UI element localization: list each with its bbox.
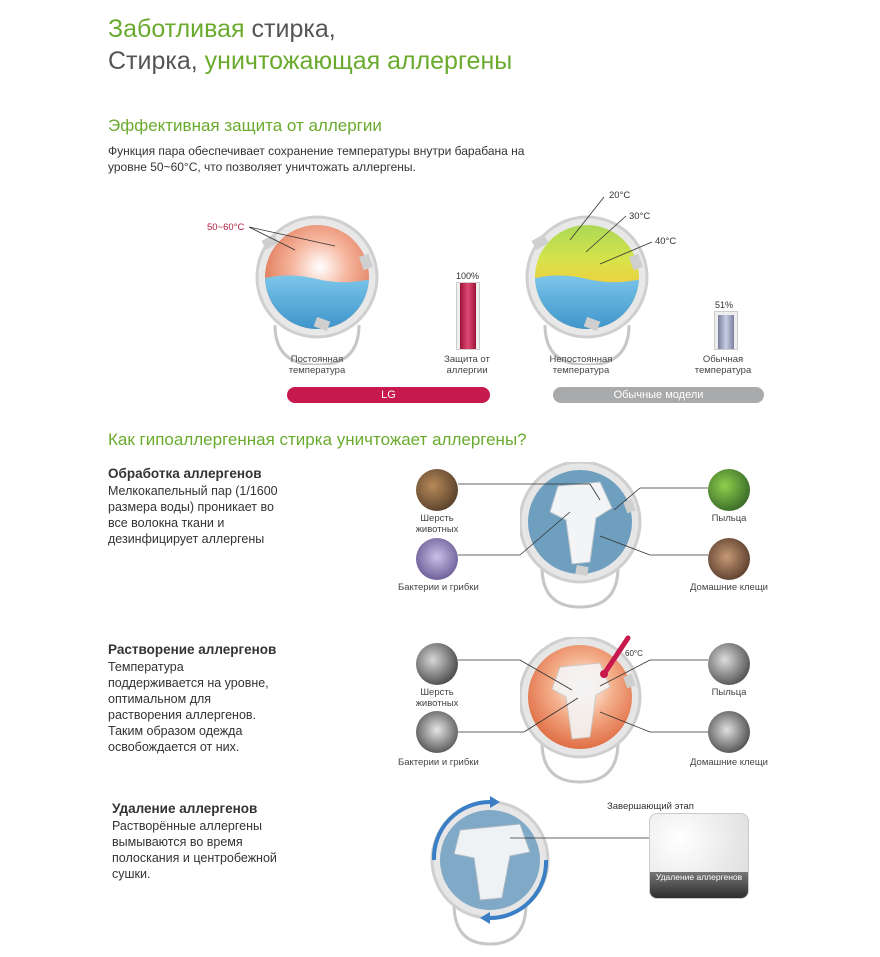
step2-pollen-label: Пыльца <box>711 687 747 698</box>
dust-mites-thumbnail <box>708 538 750 580</box>
step3-title: Удаление аллергенов <box>112 801 258 816</box>
step2-fur-label: Шерсть животных <box>415 687 459 709</box>
bacteria-thumbnail <box>416 538 458 580</box>
step2-description: Температура поддерживается на уровне, оптимальном для растворения аллергенов. Таким образом одежда освобождается от них. <box>108 660 269 754</box>
section1-title: Эффективная защита от аллергии <box>108 116 382 135</box>
lg-drum-caption: Постоянная температура <box>288 354 346 376</box>
section1-description: Функция пара обеспечивает сохранение температуры внутри барабана на уровне 50~60°C, что позволяет уничтожать аллергены. <box>108 144 525 174</box>
lg-allergy-bar <box>456 282 480 350</box>
step2-temperature: 60°C <box>625 649 643 658</box>
step2-bacteria-label: Бактерии и грибки <box>398 757 479 768</box>
step3-description: Растворённые аллергены вымываются во время полоскания и центробежной сушки. <box>112 819 277 881</box>
pet-fur-thumbnail-bw <box>416 643 458 685</box>
standard-temperature-pointers <box>560 192 660 272</box>
standard-bar-value: 51% <box>715 300 734 310</box>
pollen-thumbnail <box>708 469 750 511</box>
step1-bacteria-label: Бактерии и грибки <box>398 582 479 593</box>
step2-mites-label: Домашние клещи <box>690 757 768 768</box>
lg-bar-caption: Защита от аллергии <box>444 354 490 376</box>
lg-temperature-label: 50~60°C <box>207 222 245 233</box>
step1-pollen-label: Пыльца <box>711 513 747 524</box>
step3-final-stage-label: Завершающий этап <box>607 801 694 812</box>
step1-description: Мелкокапельный пар (1/1600 размера воды) проникает во все волокна ткани и дезинфицирует аллергены <box>108 484 278 546</box>
standard-drum-caption: Непостоянная температура <box>549 354 613 376</box>
headline-line-1: Заботливая стирка, <box>108 15 336 43</box>
lg-pill: LG <box>287 387 490 403</box>
lg-allergy-bar-fill <box>460 283 476 349</box>
step1-title: Обработка аллергенов <box>108 466 262 481</box>
lg-temperature-pointer <box>245 220 355 260</box>
step2-connector-lines <box>440 642 710 742</box>
standard-temp-30: 30°C <box>629 211 651 222</box>
headline-line-2: Стирка, уничтожающая аллергены <box>108 47 513 75</box>
standard-allergy-bar-fill <box>718 315 734 349</box>
step1-mites-label: Домашние клещи <box>690 582 768 593</box>
standard-pill: Обычные модели <box>553 387 764 403</box>
standard-temp-20: 20°C <box>609 190 631 201</box>
standard-allergy-bar <box>714 311 738 350</box>
step1-fur-label: Шерсть животных <box>415 513 459 535</box>
step1-connector-lines <box>440 470 710 570</box>
dust-mites-thumbnail-bw <box>708 711 750 753</box>
standard-temp-40: 40°C <box>655 236 677 247</box>
section2-title: Как гипоаллергенная стирка уничтожает аллергены? <box>108 430 527 449</box>
bacteria-thumbnail-bw <box>416 711 458 753</box>
allergen-removal-image <box>649 813 749 899</box>
standard-bar-caption: Обычная температура <box>694 354 752 376</box>
lg-bar-value: 100% <box>456 271 480 281</box>
step2-title: Растворение аллергенов <box>108 642 277 657</box>
allergen-removal-label: Удаление аллергенов <box>655 872 743 882</box>
pet-fur-thumbnail <box>416 469 458 511</box>
pollen-thumbnail-bw <box>708 643 750 685</box>
